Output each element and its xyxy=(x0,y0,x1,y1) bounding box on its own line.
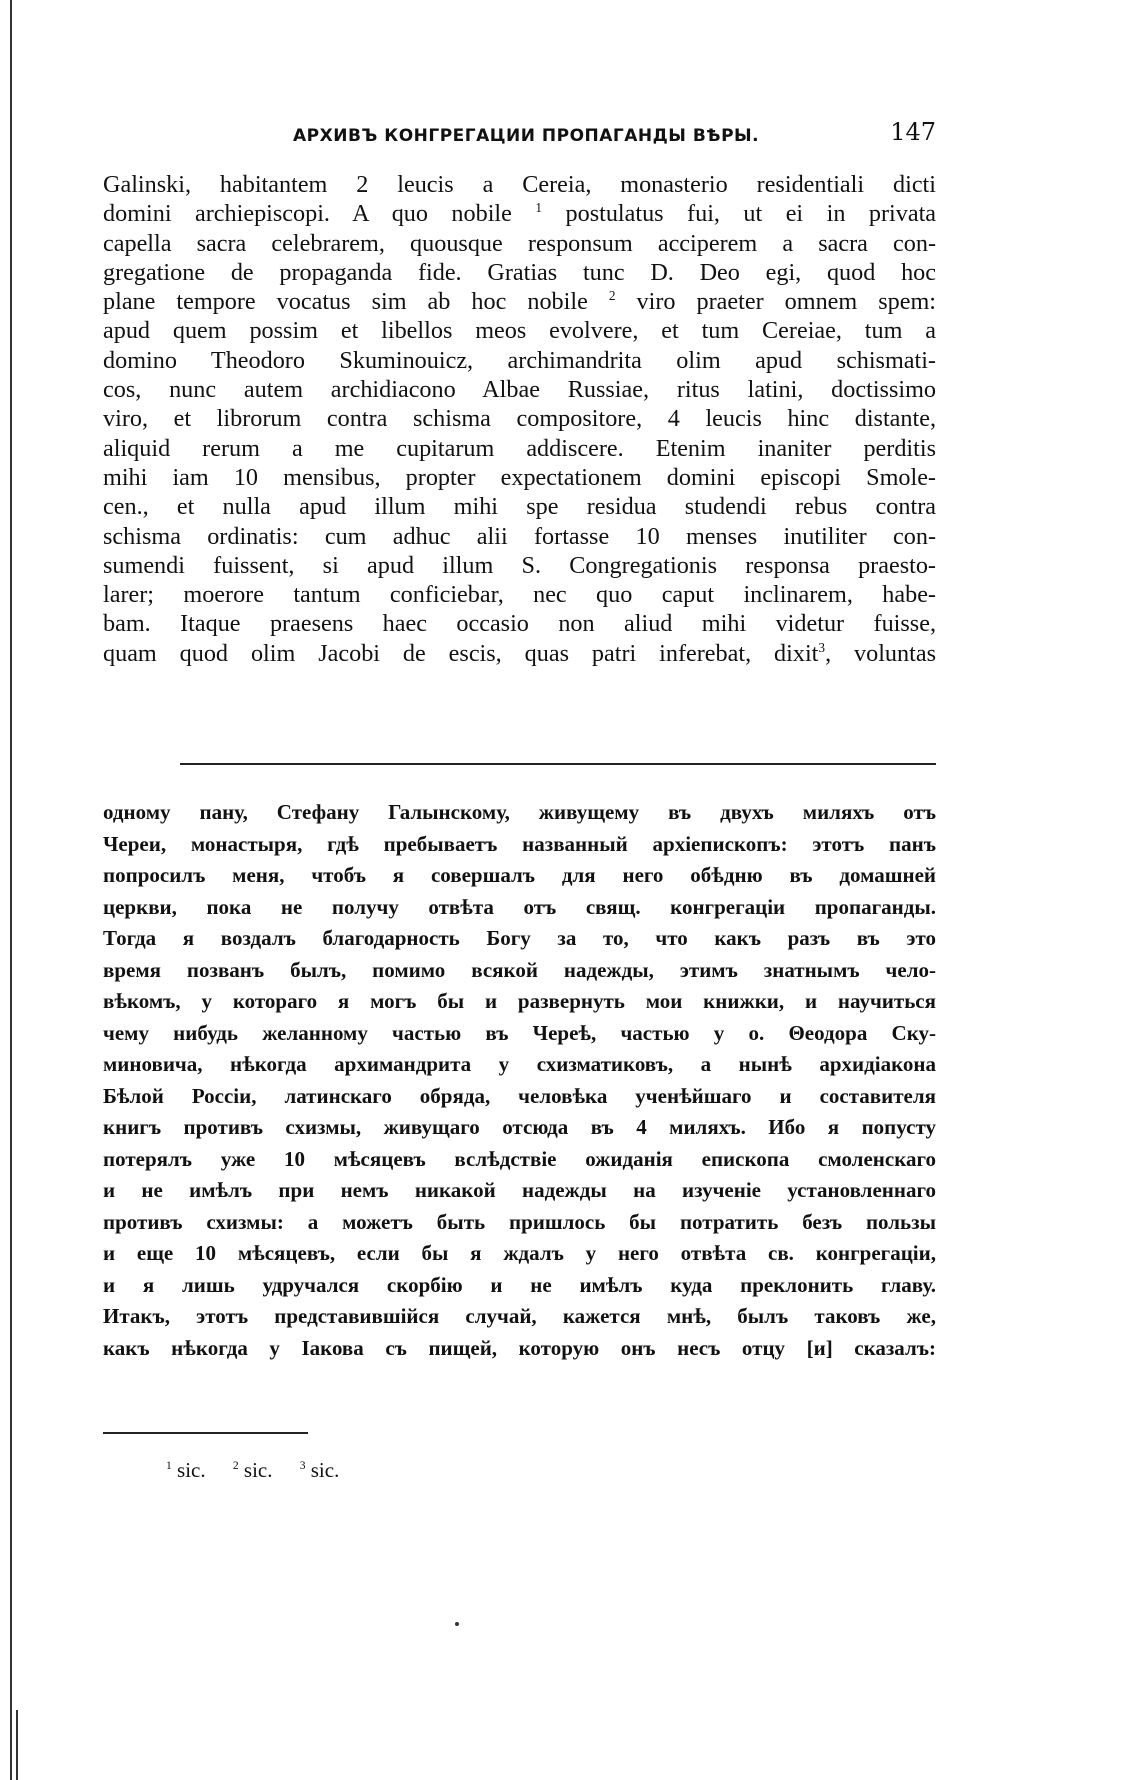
russian-line: противъ схизмы: а можетъ быть пришлось бы потратить безъ пользы xyxy=(103,1209,936,1234)
russian-line: Тогда я воздалъ благодарность Богу за то, что какъ разъ въ это xyxy=(103,926,936,950)
russian-line: Итакъ, этотъ представившійся случай, кажется мнѣ, былъ таковъ же, xyxy=(103,1304,936,1328)
ink-speck xyxy=(455,1622,459,1626)
running-title: АРХИВЪ КОНГРЕГАЦИИ ПРОПАГАНДЫ ВѢРЫ. xyxy=(293,126,760,146)
russian-line: и еще 10 мѣсяцевъ, если бы я ждалъ у него отвѣта св. конгрегаціи, xyxy=(103,1241,936,1265)
russian-line: и я лишь удручался скорбію и не имѣлъ куда преклонить главу. xyxy=(103,1272,936,1297)
latin-line: capella sacra celebrarem, quousque responsum acciperem a sacra con- xyxy=(103,229,936,257)
russian-translation-block xyxy=(103,797,936,1364)
footnote: $^3$ sic. xyxy=(299,1458,340,1482)
latin-line: mihi iam 10 mensibus, propter expectationem domini episcopi Smole- xyxy=(103,463,936,491)
latin-line: sumendi fuissent, si apud illum S. Congregationis responsa praesto- xyxy=(103,551,936,579)
latin-line: plane tempore vocatus sim ab hoc nobile $^2$ viro praeter omnem spem: xyxy=(103,288,937,316)
separator-rule xyxy=(180,763,936,765)
footnote-rule xyxy=(103,1432,308,1434)
latin-line: quam quod olim Jacobi de escis, quas patri inferebat, dixit$^3$, voluntas xyxy=(103,639,936,667)
latin-line: cen., et nulla apud illum mihi spe residua studendi rebus contra xyxy=(103,493,936,521)
russian-line: какъ нѣкогда у Іакова съ пищей, которую онъ несъ отцу [и] сказалъ: xyxy=(103,1335,936,1360)
footnote: $^2$ sic. xyxy=(232,1458,273,1482)
latin-line: aliquid rerum a me cupitarum addiscere. Etenim inaniter perditis xyxy=(103,434,936,462)
page-number: 147 xyxy=(890,118,936,146)
russian-line: вѣкомъ, у котораго я могъ бы и развернуть мои книжки, и научиться xyxy=(103,989,936,1013)
page-edge-line xyxy=(10,0,12,1780)
russian-line: миновича, нѣкогда архимандрита у схизматиковъ, а нынѣ архидіакона xyxy=(103,1052,936,1076)
page-edge-line-lower xyxy=(16,1710,18,1780)
footnote-ref: 2 xyxy=(608,288,616,304)
russian-line: время позванъ былъ, помимо всякой надежды, этимъ знатнымъ чело- xyxy=(103,957,936,982)
footnote-ref: 1 xyxy=(535,200,543,216)
latin-line: viro, et librorum contra schisma compositore, 4 leucis hinc distante, xyxy=(103,405,936,433)
latin-line: schisma ordinatis: cum adhuc alii fortasse 10 menses inutiliter con- xyxy=(103,522,936,550)
page-header xyxy=(103,118,936,158)
latin-line: cos, nunc autem archidiacono Albae Russiae, ritus latini, doctissimo xyxy=(103,376,936,404)
latin-line: Galinski, habitantem 2 leucis a Cereia, monasterio residentiali dicti xyxy=(103,171,936,198)
latin-line: apud quem possim et libellos meos evolvere, et tum Cereiae, tum a xyxy=(103,317,936,345)
latin-line: larer; moerore tantum conficiebar, nec quo caput inclinarem, habe- xyxy=(103,581,936,609)
latin-line: bam. Itaque praesens haec occasio non aliud mihi videtur fuisse, xyxy=(103,610,936,638)
russian-line: книгъ противъ схизмы, живущаго отсюда въ 4 миляхъ. Ибо я попусту xyxy=(103,1115,936,1139)
latin-line: domini archiepiscopi. A quo nobile $^1$ postulatus fui, ut ei in privata xyxy=(103,200,937,228)
latin-line: domino Theodoro Skuminouicz, archimandrita olim apud schismati- xyxy=(103,346,936,374)
footnote-ref: 3 xyxy=(818,639,826,655)
russian-line: потерялъ уже 10 мѣсяцевъ вслѣдствіе ожиданія епископа смоленскаго xyxy=(103,1146,936,1171)
russian-line: Череи, монастыря, гдѣ пребываетъ названный архіепископъ: этотъ панъ xyxy=(103,831,936,856)
russian-line: и не имѣлъ при немъ никакой надежды на изученіе установленнаго xyxy=(103,1178,936,1202)
russian-line: одному пану, Стефану Галынскому, живущему въ двухъ миляхъ отъ xyxy=(103,800,936,824)
russian-line: попросилъ меня, чтобъ я совершалъ для него обѣдню въ домашней xyxy=(103,863,936,887)
footnote: $^1$ sic. xyxy=(166,1458,206,1482)
latin-text-block xyxy=(103,170,936,668)
russian-line: Бѣлой Россіи, латинскаго обряда, человѣка ученѣйшаго и составителя xyxy=(103,1083,936,1108)
footnotes xyxy=(166,1458,361,1483)
russian-line: чему нибудь желанному частью въ Череѣ, частью у о. Θеодора Ску- xyxy=(103,1020,936,1045)
latin-line: gregatione de propaganda fide. Gratias tunc D. Deo egi, quod hoc xyxy=(103,258,936,286)
russian-line: церкви, пока не получу отвѣта отъ свящ. конгрегаціи пропаганды. xyxy=(103,894,936,919)
